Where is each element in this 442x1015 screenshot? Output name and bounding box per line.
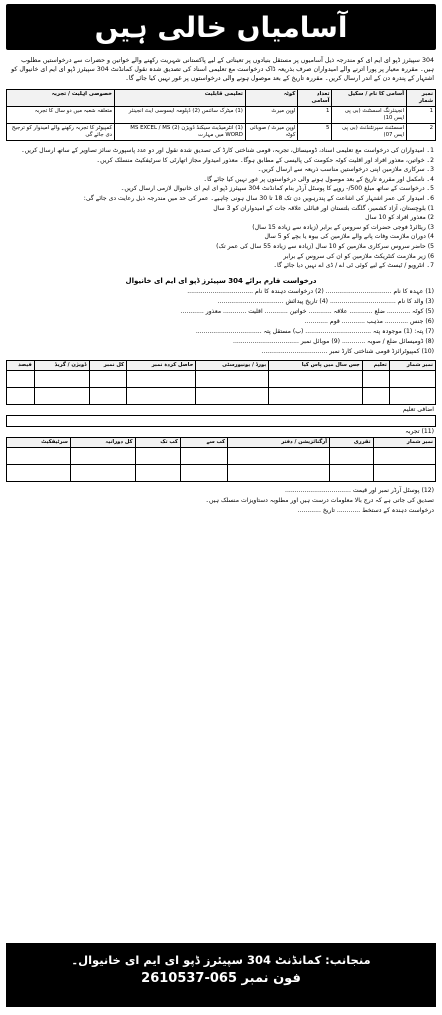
header-cell: نمبر شمار [373,437,435,447]
footer-contact [6,943,436,1007]
term-item: 3) ریٹائرڈ فوجی حضرات کو سروس کے برابر (زیادہ سے زیادہ 15 سال) [252,223,434,231]
application-form [6,287,436,357]
header-cell: کل دورانیہ [70,437,135,447]
application-form-title: درخواست فارم برائے 304 سپیئرز ڈپو ای ایم ای خانیوال [125,276,317,285]
term-item: 1۔ امیدواران کی درخواست مع تعلیمی اسناد، ڈومیسائل، تجربہ، قومی شناختی کارڈ کی تصدیق شدہ نقول اور دو عدد پاسپورٹ سائز تصاویر کے ساتھ ارسال کریں۔ [21,147,434,154]
term-item: 2) معذور افراد کو 10 سال [365,214,434,222]
form-line: (7) پتہ: (1) موجودہ پتہ .................................. (ب) مستقل پتہ .................................. [195,327,434,335]
term-item: 7۔ انٹرویو / ٹیسٹ کے لیے کوئی ٹی اے / ڈی اے نہیں دیا جائے گا۔ [273,262,434,270]
header-cell: بورڈ / یونیورسٹی [196,360,269,370]
job-advertisement [6,4,436,1007]
experience-table [6,437,436,482]
table-cell: 1 [298,107,332,124]
header-cell: تقرری [330,437,373,447]
table-cell: (1) انٹرمیڈیٹ سیکنڈ ڈویژن (2) MS EXCEL / MS WORD میں مہارت [115,124,246,141]
header-cell: کوٹہ [245,90,298,107]
table-row [7,124,436,141]
header-cell: تعداد آسامی [298,90,332,107]
table-cell: کمپیوٹر کا تجربہ رکھنے والے امیدوار کو ترجیح دی جائے گی [7,124,115,141]
table-cell: 1 [407,107,436,124]
declaration: تصدیق کی جاتی ہے کہ درج بالا معلومات درست ہیں اور مطلوبہ دستاویزات منسلک ہیں۔ [205,496,434,504]
table-row [7,370,436,387]
table-cell: اوپن میرٹ / صوبائی کوٹہ [245,124,298,141]
footer-phone: فون نمبر 065-2610537 [141,971,301,986]
term-item: 2۔ خواتین، معذور افراد اور اقلیت کوٹہ حکومت کی پالیسی کے مطابق ہوگا۔ معذور امیدوار مجاز اتھارٹی کا سرٹیفکیٹ منسلک کریں۔ [96,156,434,164]
term-item: 4۔ نامکمل اور مقررہ تاریخ کے بعد موصول ہونے والی درخواستوں پر غور نہیں کیا جائے گا۔ [203,175,434,183]
term-item: 6) زیر ملازمت کنٹریکٹ ملازمین کو ان کی سروس کے برابر [283,252,434,260]
table-cell: 5 [298,124,332,141]
table-row [7,387,436,404]
table-cell: انجینئرنگ اسسٹنٹ (بی پی ایس 10) [332,107,407,124]
posts-header-row [7,90,436,107]
header-cell: نمبر شمار [407,90,436,107]
terms-and-conditions [6,147,436,271]
education-table [6,360,436,405]
table-cell: اسسٹنٹ سپرنٹنڈنٹ (بی پی ایس 07) [332,124,407,141]
page-title: آسامیاں خالی ہیں [6,4,436,50]
term-item: 5۔ درخواست کے ساتھ مبلغ 500/- روپے کا پوسٹل آرڈر بنام کمانڈنٹ 304 سپیئرز ڈپو ای ایم ای خانیوال لازمی ارسال کریں۔ [120,185,434,193]
table-cell: متعلقہ شعبہ میں دو سال کا تجربہ [7,107,115,124]
header-cell: ڈویژن / گریڈ [34,360,89,370]
table-cell: اوپن میرٹ [245,107,298,124]
extra-education-label: اضافی تعلیم [402,405,434,413]
experience-header-row [7,437,436,447]
extra-education-box [6,415,436,427]
term-item: 4) دوران ملازمت وفات پانے والے ملازمین کی بیوہ یا بچے کو 5 سال [264,233,434,241]
experience-label: (11) تجربہ [405,427,434,435]
header-cell: آسامی کا نام / سکیل [332,90,407,107]
education-header-row [7,360,436,370]
form-line: (5) کوٹہ ............ ضلع ............ علاقہ ............ خواتین ............ اقلیت ............ معذور ............ [180,307,434,315]
header-cell: تعلیم [362,360,389,370]
form-line: (8) ڈومیسائل ضلع / صوبہ ............ (9) موبائل نمبر .................................. [233,337,434,345]
form-line: (6) جنس ............ مذہب ............ قوم ............ [304,317,434,325]
footer-sender: منجانب: کمانڈنٹ 304 سپیئرز ڈپو ای ایم ای خانیوال۔ [71,953,371,967]
term-item: 1) بلوچستان، آزاد کشمیر، گلگت بلتستان اور قبائلی علاقہ جات کے امیدواران کو 3 سال [213,204,434,212]
header-cell: نمبر شمار [389,360,435,370]
term-item: 6۔ امیدوار کی عمر اشتہار کی اشاعت کے پندرہویں دن تک 18 تا 30 سال ہونی چاہیے۔ عمر کی حد میں مندرجہ ذیل رعایت دی جائے گی: [83,194,434,202]
header-cell: سرٹیفکیٹ [7,437,71,447]
table-cell: (1) میٹرک سائنس (2) ڈپلومہ ایسوسی ایٹ انجینئر [115,107,246,124]
header-cell: کب تک [135,437,180,447]
form-line: (3) والد کا نام .................................. (4) تاریخ پیدائش .................................. [217,297,434,305]
table-row [7,107,436,124]
term-item: 5) حاضر سروس سرکاری ملازمین کو 10 سال (زیادہ سے زیادہ 55 سال کی عمر تک) [216,242,434,250]
posts-table [6,89,436,141]
header-cell: فیصد [7,360,35,370]
term-item: 3۔ سرکاری ملازمین اپنی درخواستیں مناسب ذریعہ سے ارسال کریں۔ [257,166,434,174]
signature-line: درخواست دہندہ کے دستخط ............ تاریخ ............ [297,506,434,514]
postal-order-line: (12) پوسٹل آرڈر نمبر اور قیمت .................................. [285,486,434,494]
header-cell: جس سال میں پاس کیا [269,360,363,370]
intro-paragraph: 304 سپیئرز ڈپو ای ایم ای کو مندرجہ ذیل آسامیوں پر مستقل بنیادوں پر تعیناتی کے لیے پاکستانی شہریت رکھنے والے خواتین و حضرات سے درخواستیں مطلوب ہیں۔ مقررہ معیار پر پورا اترنے والے امیدواران صرف بذریعہ ڈاک درخواست مع تعلیمی اسناد کی تصدیق شدہ نقول کمانڈنٹ 304 سپیئرز ڈپو ای ایم ای خانیوال کو اشتہار کے پندرہ دن کے اندر ارسال کریں۔ مقررہ تاریخ کے بعد موصول ہونے والی درخواستوں پر غور نہیں کیا جائے گا۔ [11,57,434,82]
header-cell: کب سے [180,437,227,447]
table-row [7,447,436,464]
header-cell: خصوصی اہلیت / تجربہ [7,90,115,107]
header-cell: کل نمبر [89,360,127,370]
form-line: (1) عہدہ کا نام .................................. (2) درخواست دہندہ کا نام .................................. [187,287,434,295]
header-cell: تعلیمی قابلیت [115,90,246,107]
header-cell: حاصل کردہ نمبر [127,360,196,370]
header-cell: آرگنائزیشن / دفتر [228,437,330,447]
form-line: (10) کمپیوٹرائزڈ قومی شناختی کارڈ نمبر .................................. [261,347,434,355]
table-cell: 2 [407,124,436,141]
table-row [7,464,436,481]
